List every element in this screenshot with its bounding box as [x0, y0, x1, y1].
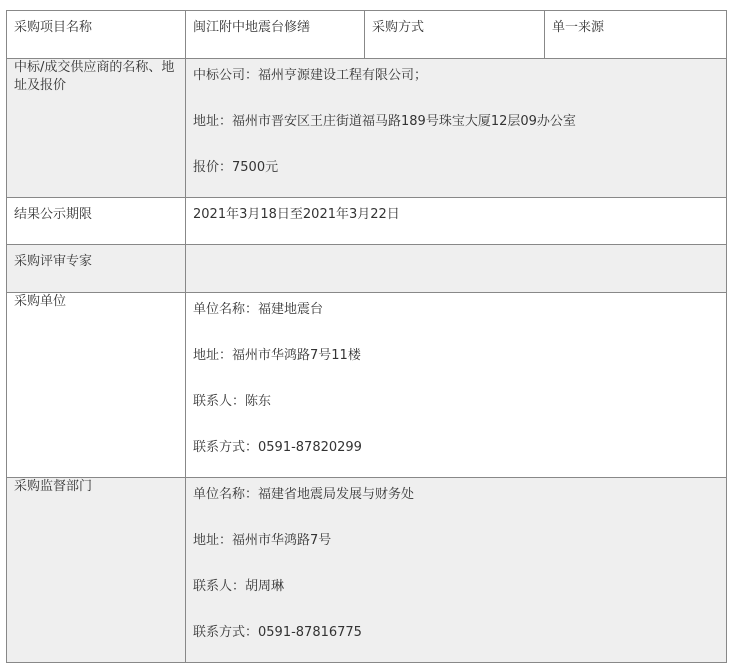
supervisor-phone: 联系方式：0591-87816775	[193, 625, 362, 640]
purchaser-address: 地址：福州市华鸿路7号11楼	[193, 348, 361, 363]
supervisor-contact: 联系人：胡周琳	[193, 579, 285, 594]
supplier-label-text: 中标/成交供应商的名称、地址及报价	[14, 60, 175, 93]
period-label: 结果公示期限	[7, 198, 186, 245]
row-project	[7, 11, 727, 59]
supervisor-details	[186, 478, 727, 663]
purchaser-name: 单位名称：福建地震台	[193, 302, 324, 317]
supplier-label	[7, 59, 186, 198]
supervisor-address: 地址：福州市华鸿路7号	[193, 533, 332, 548]
row-purchaser	[7, 293, 727, 478]
supplier-price: 报价：7500元	[193, 160, 279, 175]
purchaser-label: 采购单位	[7, 293, 186, 478]
row-experts	[7, 245, 727, 293]
row-supplier	[7, 59, 727, 198]
supplier-details	[186, 59, 727, 198]
supervisor-label: 采购监督部门	[7, 478, 186, 663]
period-value: 2021年3月18日至2021年3月22日	[186, 198, 727, 245]
procurement-result-table	[6, 10, 727, 663]
experts-label: 采购评审专家	[7, 245, 186, 293]
row-period	[7, 198, 727, 245]
supplier-address: 地址：福州市晋安区王庄街道福马路189号珠宝大厦12层09办公室	[193, 114, 576, 129]
purchaser-contact: 联系人：陈东	[193, 394, 272, 409]
project-name-value: 闽江附中地震台修缮	[186, 11, 365, 59]
purchaser-phone: 联系方式：0591-87820299	[193, 440, 362, 455]
experts-value	[186, 245, 727, 293]
project-name-label: 采购项目名称	[7, 11, 186, 59]
purchaser-details	[186, 293, 727, 478]
row-supervisor	[7, 478, 727, 663]
procurement-method-value: 单一来源	[545, 11, 727, 59]
supplier-company: 中标公司：福州亨源建设工程有限公司；	[193, 68, 428, 83]
supervisor-name: 单位名称：福建省地震局发展与财务处	[193, 487, 415, 502]
procurement-method-label: 采购方式	[365, 11, 545, 59]
